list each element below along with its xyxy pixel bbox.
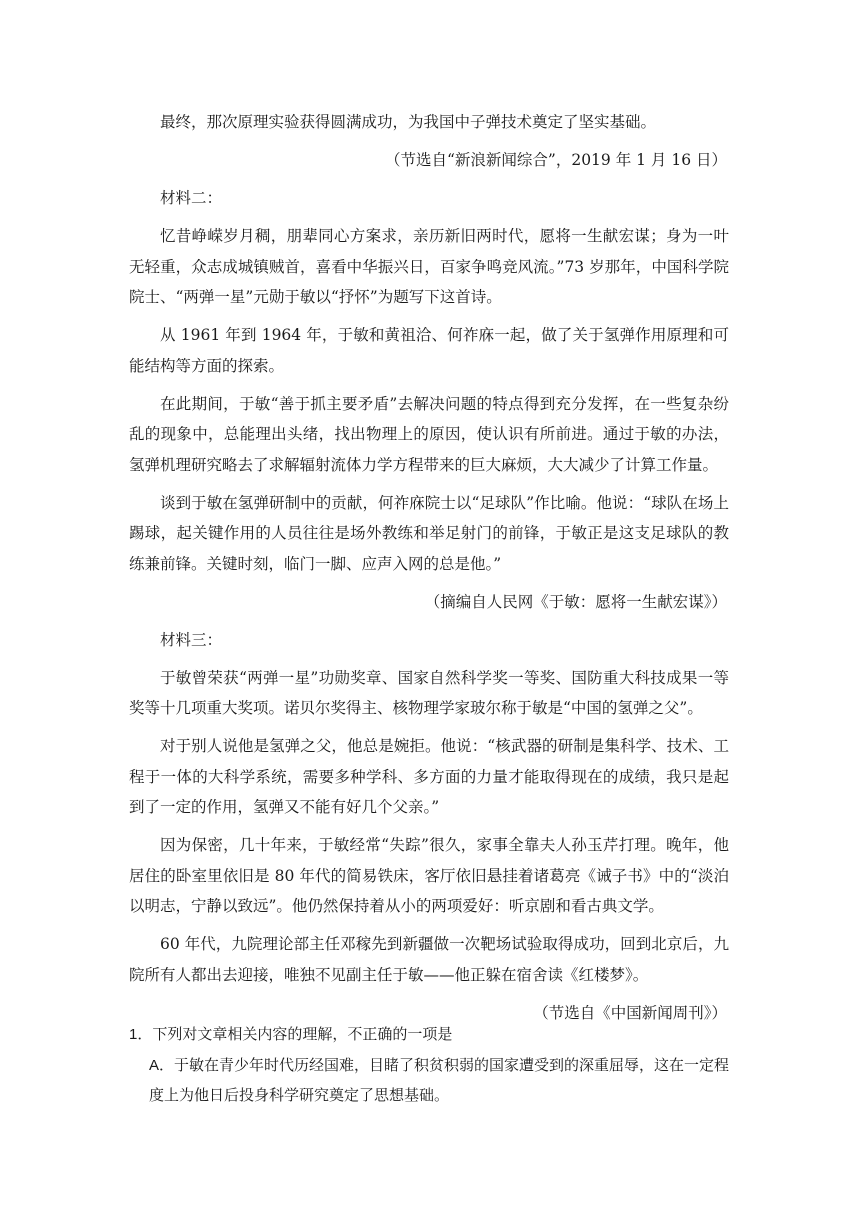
question-block bbox=[129, 1020, 729, 1112]
paragraph: 因为保密，几十年来，于敏经常“失踪”很久，家事全靠夫人孙玉芹打理。晚年，他居住的卧室里依旧是 80 年代的简易铁床，客厅依旧悬挂着诸葛亮《诫子书》中的“淡泊以明志，宁静以致远”。他仍然保持着从小的两项爱好：听京剧和看古典文学。 bbox=[129, 836, 729, 915]
article-body bbox=[129, 107, 729, 1036]
paragraph: 对于别人说他是氢弹之父，他总是婉拒。他说：“核武器的研制是集科学、技术、工程于一体的大科学系统，需要多种学科、多方面的力量才能取得现在的成绩，我只是起到了一定的作用，氢弹又不能有好几个父亲。” bbox=[129, 737, 729, 816]
paragraph: 在此期间，于敏“善于抓主要矛盾”去解决问题的特点得到充分发挥，在一些复杂纷乱的现象中，总能理出头绪，找出物理上的原因，使认识有所前进。通过于敏的办法，氢弹机理研究略去了求解辐射流体力学方程带来的巨大麻烦，大大减少了计算工作量。 bbox=[129, 394, 729, 474]
paragraph: 60 年代，九院理论部主任邓稼先到新疆做一次靶场试验取得成功，回到北京后，九院所有人都出去迎接，唯独不见副主任于敏——他正躲在宿舍读《红楼梦》。 bbox=[129, 935, 729, 984]
paragraph: 最终，那次原理实验获得圆满成功，为我国中子弹技术奠定了坚实基础。 bbox=[160, 113, 657, 131]
source-citation: （摘编自人民网《于敏：愿将一生献宏谋》） bbox=[424, 592, 727, 611]
source-citation: （节选自“新浪新闻综合”，2019 年 1 月 16 日） bbox=[384, 151, 727, 169]
section-heading: 材料三： bbox=[160, 630, 223, 649]
paragraph: 忆昔峥嵘岁月稠，朋辈同心方案求，亲历新旧两时代，愿将一生献宏谋；身为一叶无轻重，众志成城镇贼首，喜看中华振兴日，百家争鸣竞风流。”73 岁那年，中国科学院院士、“两弹一星”元勋于敏以“抒怀”为题写下这首诗。 bbox=[129, 227, 729, 306]
answer-option-a[interactable]: A．于敏在青少年时代历经国难，目睹了积贫积弱的国家遭受到的深重屈辱，这在一定程度上为他日后投身科学研究奠定了思想基础。 bbox=[149, 1056, 730, 1104]
paragraph: 从 1961 年到 1964 年，于敏和黄祖洽、何祚庥一起，做了关于氢弹作用原理和可能结构等方面的探索。 bbox=[129, 326, 729, 375]
section-heading: 材料二： bbox=[160, 189, 223, 207]
paragraph: 于敏曾荣获“两弹一星”功勋奖章、国家自然科学奖一等奖、国防重大科技成果一等奖等十几项重大奖项。诺贝尔奖得主、核物理学家玻尔称于敏是“中国的氢弹之父”。 bbox=[129, 668, 729, 717]
paragraph: 谈到于敏在氢弹研制中的贡献，何祚庥院士以“足球队”作比喻。他说：“球队在场上踢球，起关键作用的人员往往是场外教练和举足射门的前锋，于敏正是这支足球队的教练兼前锋。关键时刻，临门一脚、应声入网的总是他。” bbox=[129, 493, 729, 573]
source-citation: （节选自《中国新闻周刊》） bbox=[533, 1003, 727, 1022]
question-stem: 1．下列对文章相关内容的理解，不正确的一项是 bbox=[129, 1026, 453, 1043]
